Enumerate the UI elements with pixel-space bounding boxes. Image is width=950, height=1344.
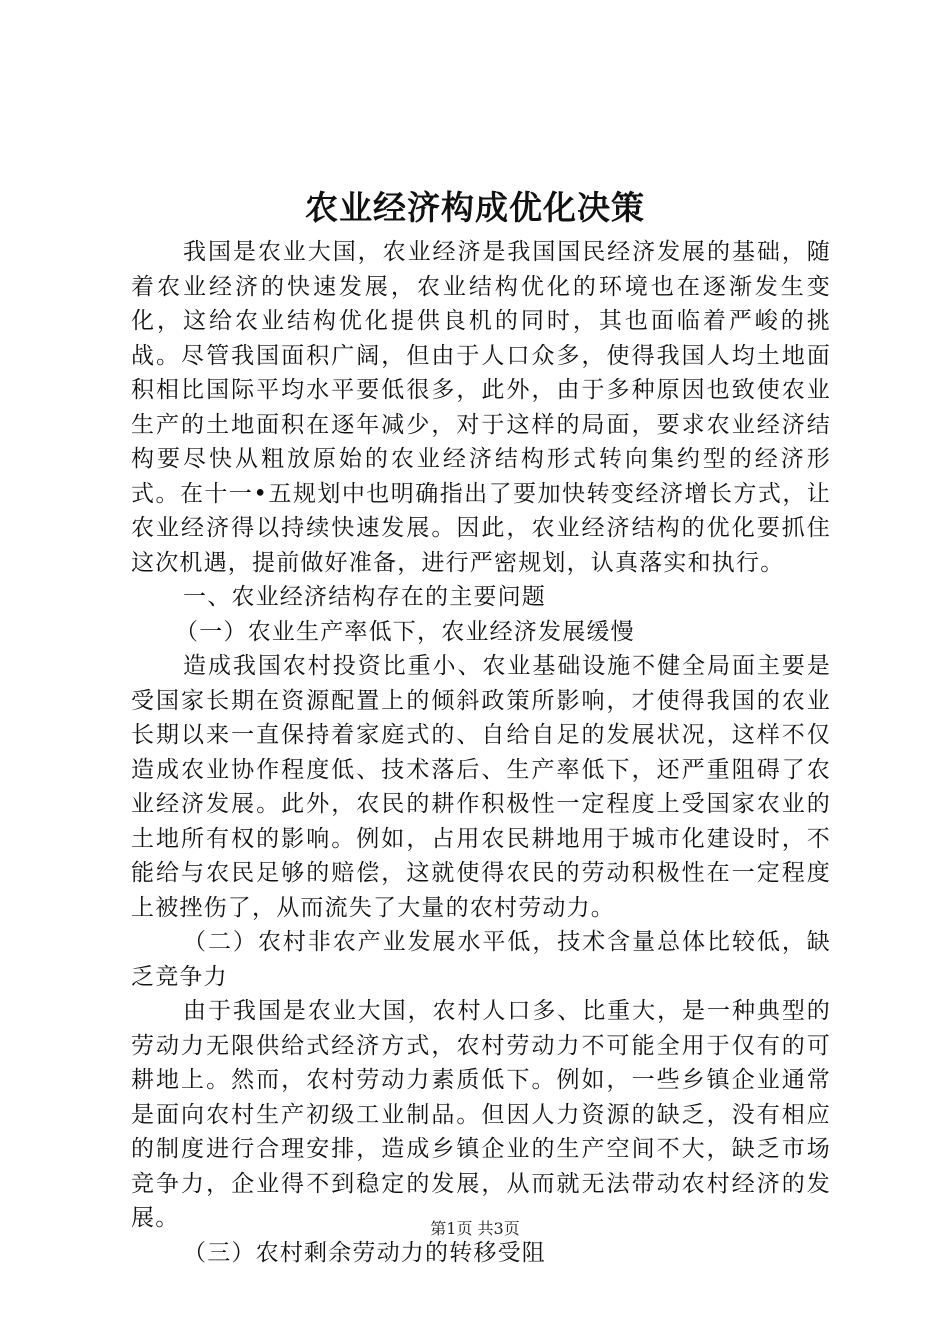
subsection-heading-3: （三）农村剩余劳动力的转移受阻: [183, 1239, 546, 1266]
document-title: 农业经济构成优化决策: [305, 188, 645, 227]
page-footer: 第1页 共3页: [430, 1219, 520, 1238]
section-heading-1: 一、农业经济结构存在的主要问题: [183, 584, 546, 610]
subsection-heading-1: （一）农业生产率低下，农业经济发展缓慢: [175, 618, 635, 645]
subsection-heading-2: （二）农村非农产业发展水平低，技术含量总体比较低，缺乏竞争力: [131, 929, 831, 990]
paragraph-2: 由于我国是农业大国，农村人口多、比重大，是一种典型的劳动力无限供给式经济方式，农村劳动力不可能全用于仅有的可耕地上。然而，农村劳动力素质低下。例如，一些乡镇企业通常是面向农村生产初级工业制品。但因人力资源的缺乏，没有相应的制度进行合理安排，造成乡镇企业的生产空间不大，缺乏市场竞争力，企业得不到稳定的发展，从而就无法带动农村经济的发展。: [131, 998, 831, 1231]
paragraph-intro: 我国是农业大国，农业经济是我国国民经济发展的基础，随着农业经济的快速发展，农业结构优化的环境也在逐渐发生变化，这给农业结构优化提供良机的同时，其也面临着严峻的挑战。尽管我国面积广阔，但由于人口众多，使得我国人均土地面积相比国际平均水平要低很多，此外，由于多种原因也致使农业生产的土地面积在逐年减少，对于这样的局面，要求农业经济结构要尽快从粗放原始的农业经济结构形式转向集约型的经济形式。在十一•五规划中也明确指出了要加快转变经济增长方式，让农业经济得以持续快速发展。因此，农业经济结构的优化要抓住这次机遇，提前做好准备，进行严密规划，认真落实和执行。: [131, 239, 831, 576]
document-body: [131, 235, 831, 1270]
paragraph-1: 造成我国农村投资比重小、农业基础设施不健全局面主要是受国家长期在资源配置上的倾斜政策所影响，才使得我国的农业长期以来一直保持着家庭式的、自给自足的发展状况，这样不仅造成农业协作程度低、技术落后、生产率低下，还严重阻碍了农业经济发展。此外，农民的耕作积极性一定程度上受国家农业的土地所有权的影响。例如，占用农民耕地用于城市化建设时，不能给与农民足够的赔偿，这就使得农民的劳动积极性在一定程度上被挫伤了，从而流失了大量的农村劳动力。: [131, 653, 831, 921]
